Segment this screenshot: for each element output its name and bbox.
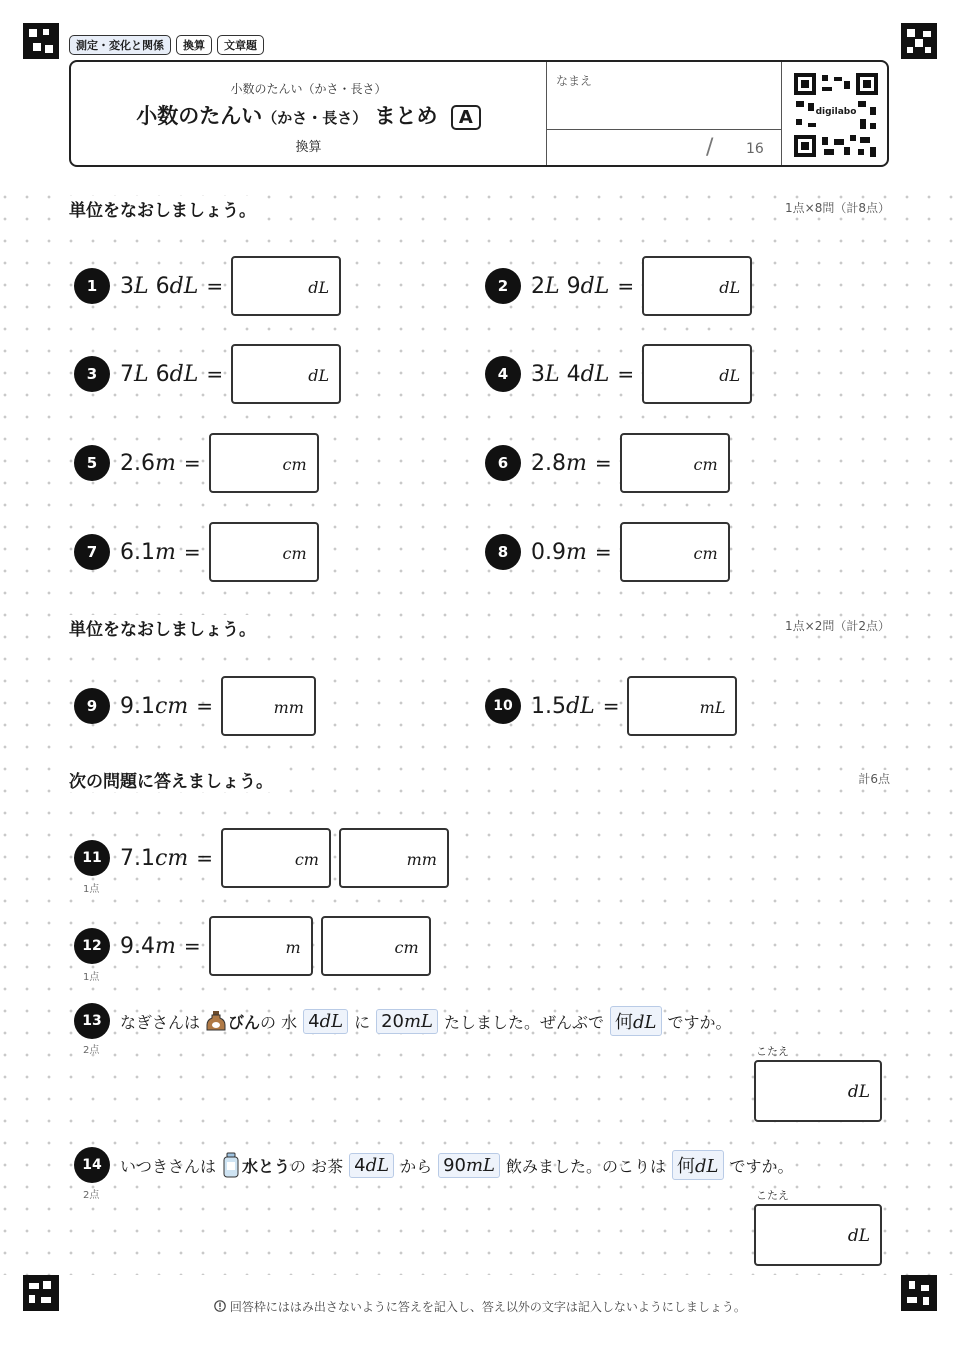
corner-marker-top-left [23, 23, 59, 59]
question-expression: 9.1cm [120, 693, 189, 719]
answer-unit: mm [406, 850, 437, 869]
footer-text: 回答枠にははみ出さないように答えを記入し、答え以外の文字は記入しないようにしましょう。 [229, 1300, 746, 1314]
answer-box[interactable] [231, 344, 341, 404]
header-category: 換算 [295, 140, 322, 155]
answer-unit: cm [294, 850, 319, 869]
answer-label: こたえ [756, 1045, 789, 1058]
section-2-points: 1点×2問（計2点） [785, 619, 890, 633]
question-9 [74, 675, 324, 737]
answer-box[interactable] [620, 522, 730, 582]
value-highlight: 20mL [376, 1009, 438, 1034]
answer-box[interactable] [209, 522, 319, 582]
title-main: 小数のたんい [136, 104, 263, 128]
item-name: びん [228, 1012, 261, 1032]
equals-sign: = [602, 694, 620, 718]
answer-box[interactable] [339, 828, 449, 888]
question-expression: 3L 6dL [120, 273, 199, 299]
problem-text: に [354, 1012, 371, 1032]
question-3 [74, 343, 349, 405]
answer-unit: dL [308, 278, 330, 297]
section-1-points: 1点×8問（計8点） [785, 201, 890, 215]
bottle-icon [206, 1010, 226, 1032]
problem-text: ですか。 [729, 1156, 794, 1176]
answer-unit: dL [719, 278, 741, 297]
answer-box[interactable] [627, 676, 737, 736]
score-field[interactable] [546, 129, 781, 167]
problem-text: ですか。 [667, 1012, 732, 1032]
question-number: 4 [485, 356, 521, 392]
section-3-points: 計6点 [858, 772, 890, 786]
question-highlight: 何dL [610, 1006, 661, 1036]
info-icon [214, 1300, 226, 1312]
answer-unit: m [285, 938, 301, 957]
qr-code [781, 62, 890, 165]
answer-box[interactable] [620, 433, 730, 493]
question-number: 1 [74, 268, 110, 304]
answer-unit: cm [693, 544, 718, 563]
problem-text: たしました。ぜんぶで [444, 1012, 605, 1032]
equals-sign: = [617, 362, 635, 386]
name-label: なまえ [556, 74, 593, 88]
answer-unit: dL [847, 1226, 870, 1246]
question-number: 9 [74, 688, 110, 724]
question-7 [74, 521, 327, 583]
footer-note [0, 1298, 960, 1315]
title-block [71, 62, 547, 165]
question-highlight: 何dL [672, 1150, 723, 1180]
equals-sign: = [183, 540, 201, 564]
question-expression: 2.8m [531, 450, 587, 476]
worksheet-header [69, 60, 889, 167]
value-highlight: 4dL [303, 1009, 348, 1034]
title-paren: （かさ・長さ） [262, 109, 368, 127]
question-5 [74, 432, 327, 494]
question-number: 5 [74, 445, 110, 481]
question-11-points: 1点 [83, 884, 100, 895]
header-subtitle: 小数のたんい（かさ・長さ） [230, 82, 387, 96]
answer-unit: dL [719, 366, 741, 385]
word-problem-14 [74, 1147, 794, 1183]
answer-label: こたえ [756, 1189, 789, 1202]
problem-text: の 水 [260, 1012, 298, 1032]
question-11 [74, 827, 457, 889]
word-problem-13-points: 2点 [83, 1045, 100, 1056]
answer-unit: cm [282, 455, 307, 474]
answer-box[interactable] [221, 676, 316, 736]
equals-sign: = [594, 540, 612, 564]
tag-word-problem: 文章題 [217, 35, 264, 55]
question-expression: 1.5dL [531, 693, 595, 719]
value-highlight: 4dL [349, 1153, 394, 1178]
answer-box[interactable] [754, 1060, 882, 1122]
question-expression: 0.9m [531, 539, 587, 565]
word-problem-13 [74, 1003, 732, 1039]
equals-sign: = [196, 846, 213, 870]
value-highlight: 90mL [438, 1153, 500, 1178]
question-number: 11 [74, 840, 110, 876]
score-slash: / [706, 135, 714, 160]
answer-unit: cm [394, 938, 419, 957]
question-expression: 9.4m [120, 933, 176, 959]
answer-unit: dL [847, 1082, 870, 1102]
answer-box[interactable] [231, 256, 341, 316]
question-12 [74, 915, 439, 977]
word-problem-14-points: 2点 [83, 1190, 100, 1201]
equals-sign: = [617, 274, 635, 298]
question-12-points: 1点 [83, 972, 100, 983]
answer-box[interactable] [642, 344, 752, 404]
question-number: 7 [74, 534, 110, 570]
corner-marker-top-right [901, 23, 937, 59]
variant-badge: A [451, 105, 481, 130]
section-1-title: 単位をなおしましょう。 [69, 196, 262, 221]
bottom-margin [0, 1275, 960, 1358]
question-10 [485, 675, 745, 737]
section-2-title: 単位をなおしましょう。 [69, 615, 262, 640]
answer-unit: cm [693, 455, 718, 474]
equals-sign: = [183, 934, 201, 958]
question-expression: 3L 4dL [531, 361, 610, 387]
question-number: 14 [74, 1147, 110, 1183]
question-expression: 7L 6dL [120, 361, 199, 387]
answer-box[interactable] [642, 256, 752, 316]
equals-sign: = [594, 451, 612, 475]
question-2 [485, 255, 760, 317]
answer-unit: dL [308, 366, 330, 385]
question-4 [485, 343, 760, 405]
question-1 [74, 255, 349, 317]
page-title [71, 100, 546, 130]
problem-text: なぎさんは [120, 1012, 201, 1032]
question-number: 12 [74, 928, 110, 964]
answer-box[interactable] [209, 916, 313, 976]
answer-box[interactable] [754, 1204, 882, 1266]
question-number: 8 [485, 534, 521, 570]
question-expression: 6.1m [120, 539, 176, 565]
problem-text: の お茶 [290, 1156, 344, 1176]
name-field[interactable] [546, 62, 781, 130]
title-suffix: まとめ [374, 104, 438, 128]
answer-box[interactable] [321, 916, 431, 976]
question-number: 2 [485, 268, 521, 304]
score-total: 16 [746, 141, 764, 157]
answer-unit: mm [273, 698, 304, 717]
question-number: 3 [74, 356, 110, 392]
equals-sign: = [206, 274, 224, 298]
tag-measurement: 測定・変化と関係 [69, 35, 171, 55]
question-number: 6 [485, 445, 521, 481]
problem-text: 飲みました。のこりは [506, 1156, 667, 1176]
qr-brand: digilabo [815, 107, 857, 117]
problem-text: から [400, 1156, 433, 1176]
item-name: 水とう [242, 1156, 291, 1176]
water-flask-icon [222, 1152, 240, 1178]
question-expression: 7.1cm [120, 845, 189, 871]
answer-box[interactable] [221, 828, 331, 888]
question-expression: 2.6m [120, 450, 176, 476]
question-8 [485, 521, 738, 583]
category-tags [69, 35, 264, 55]
question-expression: 2L 9dL [531, 273, 610, 299]
answer-unit: mL [699, 698, 726, 717]
question-6 [485, 432, 738, 494]
tag-conversion: 換算 [176, 35, 212, 55]
question-number: 13 [74, 1003, 110, 1039]
answer-box[interactable] [209, 433, 319, 493]
equals-sign: = [183, 451, 201, 475]
answer-unit: cm [282, 544, 307, 563]
equals-sign: = [196, 694, 213, 718]
section-3-title: 次の問題に答えましょう。 [69, 767, 279, 792]
problem-text: いつきさんは [120, 1156, 217, 1176]
question-number: 10 [485, 688, 521, 724]
equals-sign: = [206, 362, 224, 386]
